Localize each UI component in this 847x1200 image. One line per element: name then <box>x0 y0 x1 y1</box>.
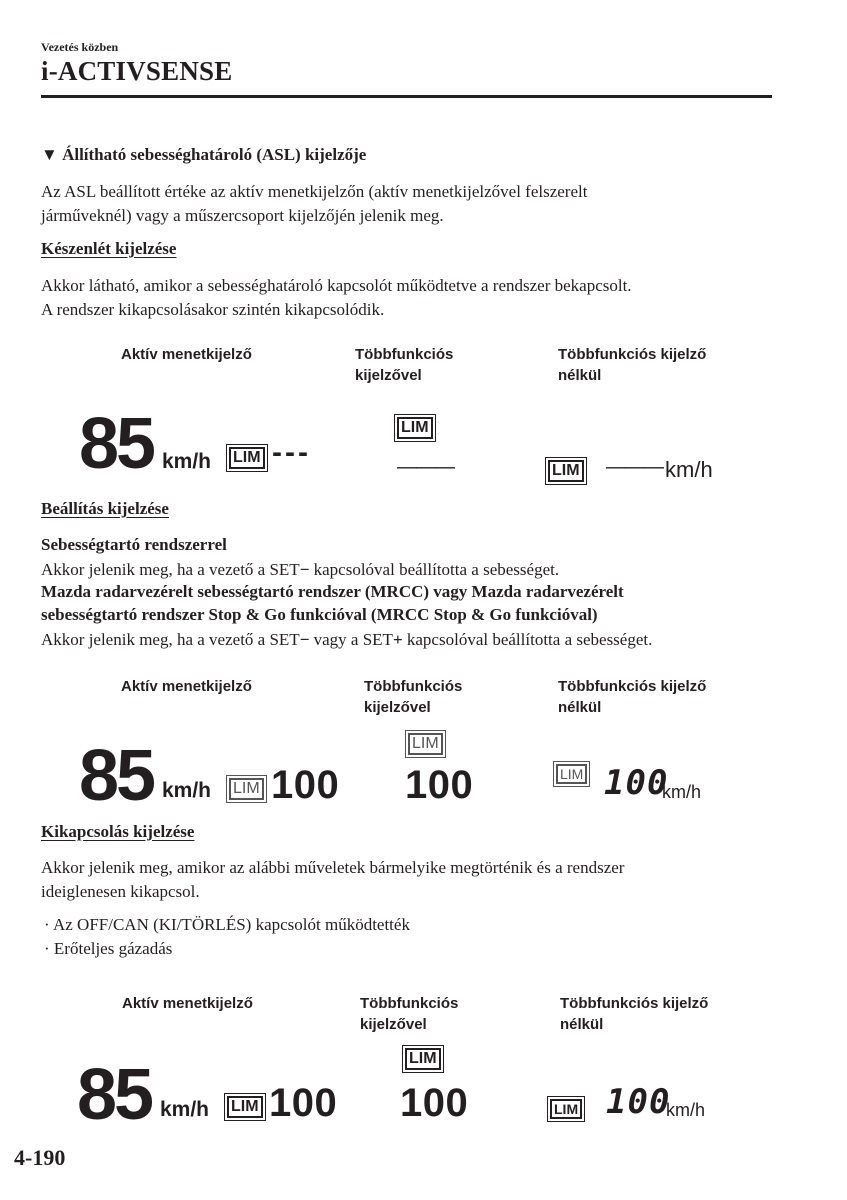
section-label: Vezetés közben <box>41 40 119 54</box>
standby-line-1: Akkor látható, amikor a sebességhatároló kapcsolót működtetve a rendszer bekapcsolt. <box>41 276 632 295</box>
fig3-nomulti-seg-100: 100 <box>606 1082 671 1122</box>
fig1-speed-85: 85 <box>79 404 154 484</box>
mrcc-heading-line2: sebességtartó rendszer Stop & Go funkcióval (MRCC Stop & Go funkcióval) <box>41 605 598 624</box>
fig1-nomulti-unit: km/h <box>665 457 713 482</box>
set-plus-icon: + <box>392 630 403 649</box>
off-line-2: ideiglenesen kikapcsol. <box>41 881 200 901</box>
fig1-col-active: Aktív menetkijelző <box>121 346 252 363</box>
cruise-text-part2: kapcsolóval beállította a sebességet. <box>309 560 560 579</box>
fig3-col-nomulti-line2: nélkül <box>560 1016 604 1033</box>
fig1-multi-dashes: ——— <box>397 456 454 478</box>
mrcc-heading-line1: Mazda radarvezérelt sebességtartó rendszer (MRCC) vagy Mazda radarvezérelt <box>41 582 624 601</box>
fig1-nomulti-dashes: ——— <box>606 456 663 478</box>
fig2-set-100: 100 <box>271 763 340 807</box>
fig3-col-active: Aktív menetkijelző <box>122 995 253 1012</box>
section-heading <box>41 145 366 165</box>
fig3-col-multi <box>360 993 458 1035</box>
cruise-heading: Sebességtartó rendszerrel <box>41 535 227 554</box>
fig1-multi-lim-icon: LIM <box>397 417 433 439</box>
fig2-col-multi <box>364 676 462 718</box>
fig1-unit-kmh: km/h <box>162 450 212 473</box>
off-bullet-1 <box>44 913 410 936</box>
fig1-lim-icon: LIM <box>229 447 265 469</box>
off-bullet-2 <box>44 937 172 960</box>
fig2-nomulti-lim-icon: LIM <box>556 764 587 784</box>
bullet-icon: · <box>44 939 50 958</box>
fig3-unit-kmh: km/h <box>160 1098 210 1121</box>
fig2-col-active: Aktív menetkijelző <box>121 678 252 695</box>
fig3-col-multi-line2: kijelzővel <box>360 1016 427 1033</box>
fig3-col-nomulti-line1: Többfunkciós kijelző <box>560 995 709 1012</box>
fig3-nomulti-lim-icon: LIM <box>550 1099 582 1119</box>
off-paragraph <box>41 856 624 903</box>
setting-heading: Beállítás kijelzése <box>41 499 169 518</box>
cruise-text-part1: Akkor jelenik meg, ha a vezető a SET <box>41 560 300 579</box>
cruise-text <box>41 558 559 582</box>
fig2-col-nomulti-line1: Többfunkciós kijelző <box>558 678 707 695</box>
fig1-col-nomulti-line1: Többfunkciós kijelző <box>558 346 707 363</box>
triangle-marker-icon: ▼ <box>41 145 58 164</box>
fig1-col-multi-line1: Többfunkciós <box>355 346 454 363</box>
fig2-lim-icon: LIM <box>229 778 264 800</box>
fig2-nomulti-unit: km/h <box>662 782 702 802</box>
fig3-col-nomulti <box>560 993 708 1035</box>
off-bullet-2-text: Erőteljes gázadás <box>53 939 173 958</box>
title-divider <box>41 95 772 98</box>
fig3-col-multi-line1: Többfunkciós <box>360 995 459 1012</box>
fig2-col-multi-line2: kijelzővel <box>364 699 431 716</box>
fig1-dashes-active: --- <box>272 436 311 469</box>
standby-paragraph <box>41 274 632 321</box>
fig1-col-multi <box>355 344 453 386</box>
fig2-multi-lim-icon: LIM <box>408 733 443 755</box>
set-minus-icon: − <box>299 630 310 649</box>
mrcc-text-part1: Akkor jelenik meg, ha a vezető a SET <box>41 630 300 649</box>
fig2-speed-85: 85 <box>79 736 154 816</box>
fig1-col-multi-line2: kijelzővel <box>355 367 422 384</box>
fig3-nomulti-unit: km/h <box>666 1100 706 1120</box>
off-heading: Kikapcsolás kijelzése <box>41 822 195 841</box>
fig1-nomulti-lim-icon: LIM <box>548 460 584 482</box>
off-line-1: Akkor jelenik meg, amikor az alábbi műveletek bármelyike megtörténik és a rendszer <box>41 858 625 877</box>
fig3-lim-icon: LIM <box>227 1096 263 1118</box>
set-minus-icon: − <box>299 560 310 579</box>
fig1-col-nomulti <box>558 344 706 386</box>
mrcc-text-part2: vagy a SET <box>309 630 393 649</box>
bullet-icon: · <box>44 915 50 934</box>
page-title: i-ACTIVSENSE <box>41 56 233 86</box>
intro-line-1: Az ASL beállított értéke az aktív menetkijelzőn (aktív menetkijelzővel felszerelt <box>41 182 588 201</box>
mrcc-text <box>41 628 652 652</box>
fig2-col-multi-line1: Többfunkciós <box>364 678 463 695</box>
fig3-speed-85: 85 <box>77 1055 152 1135</box>
standby-heading: Készenlét kijelzése <box>41 239 177 258</box>
mrcc-text-part3: kapcsolóval beállította a sebességet. <box>402 630 653 649</box>
fig2-multi-100: 100 <box>405 763 474 807</box>
fig2-col-nomulti <box>558 676 706 718</box>
fig3-set-100: 100 <box>269 1081 338 1125</box>
fig2-nomulti-seg-100: 100 <box>604 763 669 803</box>
page-number: 4-190 <box>14 1145 66 1170</box>
fig2-unit-kmh: km/h <box>162 779 212 802</box>
fig3-multi-100: 100 <box>400 1081 469 1125</box>
fig1-col-nomulti-line2: nélkül <box>558 367 602 384</box>
standby-line-2: A rendszer kikapcsolásakor szintén kikapcsolódik. <box>41 299 385 319</box>
fig2-col-nomulti-line2: nélkül <box>558 699 602 716</box>
off-bullet-1-text: Az OFF/CAN (KI/TÖRLÉS) kapcsolót működtették <box>52 915 410 934</box>
intro-paragraph <box>41 180 587 227</box>
intro-line-2: járműveknél) vagy a műszercsoport kijelzőjén jelenik meg. <box>41 205 444 225</box>
fig3-multi-lim-icon: LIM <box>405 1048 441 1070</box>
section-heading-text: Állítható sebességhatároló (ASL) kijelzője <box>62 145 367 164</box>
